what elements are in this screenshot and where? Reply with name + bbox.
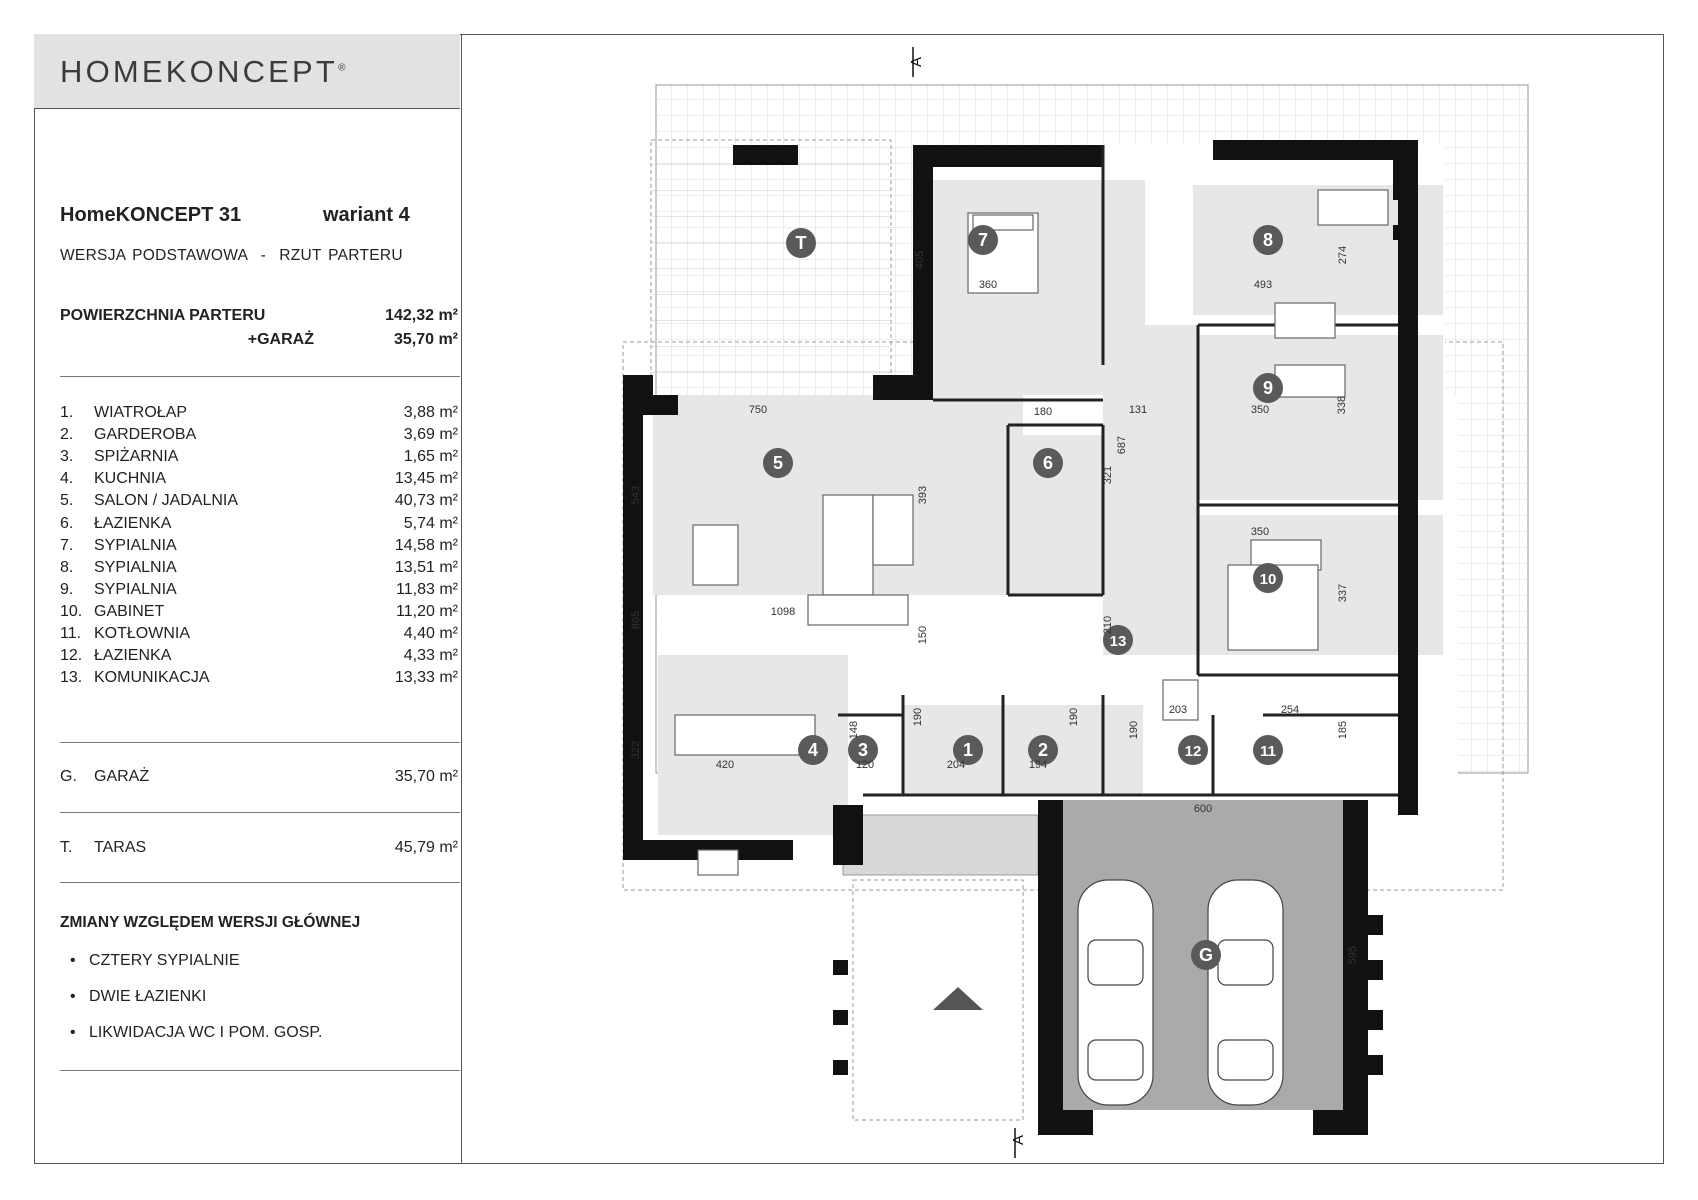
project-name: HomeKONCEPT 31 bbox=[60, 204, 242, 226]
room-area: 1,65 m² bbox=[403, 448, 458, 466]
room-marker-label: 4 bbox=[807, 740, 819, 760]
dimension-label: 360 bbox=[978, 279, 998, 291]
info-sidebar bbox=[34, 34, 462, 1164]
room-number: 10. bbox=[60, 602, 83, 620]
dimension-label: 1098 bbox=[770, 606, 796, 618]
terrace-deck bbox=[651, 140, 891, 400]
room-marker-label: G bbox=[1198, 945, 1214, 965]
dimension-label: 595 bbox=[1347, 945, 1359, 965]
room-number: 12. bbox=[60, 647, 83, 665]
room-marker-label: 12 bbox=[1184, 743, 1202, 760]
section-marker-bottom bbox=[1010, 1128, 1027, 1158]
room-name: ŁAZIENKA bbox=[94, 514, 172, 532]
room-name: GARDEROBA bbox=[94, 426, 197, 444]
dimension-label: 274 bbox=[1337, 245, 1349, 265]
room-marker-label: 1 bbox=[962, 740, 974, 760]
dimension-label: 131 bbox=[1128, 404, 1148, 416]
logo-banner bbox=[34, 34, 460, 109]
divider bbox=[60, 1070, 460, 1071]
room-area: 13,45 m² bbox=[394, 470, 458, 488]
bath6-zone bbox=[1013, 435, 1113, 595]
room-marker-label: 8 bbox=[1262, 230, 1274, 250]
divider bbox=[60, 742, 460, 743]
divider bbox=[60, 376, 460, 377]
dimension-label: 321 bbox=[1102, 465, 1114, 485]
terrace-area: 45,79 m² bbox=[394, 839, 458, 856]
room-name: ŁAZIENKA bbox=[94, 647, 172, 665]
dimension-label: 120 bbox=[855, 759, 875, 771]
dimension-label: 865 bbox=[630, 610, 642, 630]
dimension-label: 210 bbox=[1102, 615, 1114, 635]
terrace-name: TARAS bbox=[94, 839, 147, 856]
garage-area-value: 35,70 m² bbox=[393, 331, 458, 348]
room-marker-label: 9 bbox=[1262, 378, 1274, 398]
room-name: SYPIALNIA bbox=[94, 558, 177, 576]
dimension-label: 180 bbox=[1033, 406, 1053, 418]
driveway bbox=[853, 880, 1023, 1120]
room-number: 3. bbox=[60, 448, 74, 466]
room-area: 13,51 m² bbox=[394, 558, 458, 576]
room-marker-label: 6 bbox=[1042, 453, 1054, 473]
dimension-label: 190 bbox=[912, 707, 924, 727]
dimension-label: 190 bbox=[1128, 720, 1140, 740]
dimension-label: 190 bbox=[1068, 707, 1080, 727]
project-variant: wariant 4 bbox=[323, 204, 410, 226]
room-area: 4,40 m² bbox=[403, 625, 458, 642]
garage-area: 35,70 m² bbox=[394, 768, 458, 785]
room-name: GABINET bbox=[94, 602, 165, 620]
terrace-num: T. bbox=[60, 839, 73, 856]
change-item: • DWIE ŁAZIENKI bbox=[70, 988, 207, 1005]
room-number: 1. bbox=[60, 404, 74, 421]
dimension-label: 600 bbox=[1193, 803, 1213, 815]
dimension-label: 493 bbox=[1253, 279, 1273, 291]
room-marker-label: 7 bbox=[977, 230, 989, 250]
svg-text:A: A bbox=[908, 56, 925, 67]
brand-logo: HOMEKONCEPT® bbox=[60, 54, 346, 89]
dimension-label: 750 bbox=[748, 404, 768, 416]
floor-plan bbox=[463, 35, 1663, 1163]
room-area: 4,33 m² bbox=[403, 647, 458, 665]
room-number: 2. bbox=[60, 426, 74, 444]
room-area: 13,33 m² bbox=[394, 669, 458, 687]
room-marker-label: 10 bbox=[1259, 571, 1277, 588]
room-number: 5. bbox=[60, 492, 74, 510]
change-item: • CZTERY SYPIALNIE bbox=[70, 952, 240, 969]
changes-title: ZMIANY WZGLĘDEM WERSJI GŁÓWNEJ bbox=[60, 914, 361, 931]
room-name: KOTŁOWNIA bbox=[94, 625, 191, 642]
room-area: 5,74 m² bbox=[403, 514, 458, 532]
garage-ramp bbox=[843, 815, 1038, 875]
dimension-label: 405 bbox=[914, 250, 926, 270]
room-area: 11,83 m² bbox=[396, 580, 458, 598]
dimension-label: 420 bbox=[715, 759, 735, 771]
change-item: • LIKWIDACJA WC I POM. GOSP. bbox=[70, 1024, 323, 1041]
dimension-label: 148 bbox=[848, 720, 860, 740]
project-subtitle: WERSJA PODSTAWOWA - RZUT PARTERU bbox=[60, 247, 403, 264]
room-name: KOMUNIKACJA bbox=[94, 669, 210, 687]
divider bbox=[60, 812, 460, 813]
dimension-label: 393 bbox=[917, 485, 929, 505]
dimension-label: 338 bbox=[1336, 395, 1348, 415]
dimension-label: 204 bbox=[946, 759, 966, 771]
garage-num: G. bbox=[60, 768, 77, 785]
room-marker-label: T bbox=[795, 233, 807, 253]
room-marker-label: 3 bbox=[857, 740, 869, 760]
room-area: 3,69 m² bbox=[403, 426, 458, 444]
room-number: 8. bbox=[60, 558, 74, 576]
section-marker-top bbox=[908, 47, 925, 77]
room-area: 11,20 m² bbox=[396, 602, 458, 620]
svg-text:A: A bbox=[1010, 1134, 1027, 1145]
room-name: SALON / JADALNIA bbox=[94, 492, 239, 510]
dimension-label: 350 bbox=[1250, 404, 1270, 416]
room-area: 40,73 m² bbox=[394, 492, 458, 510]
dimension-label: 194 bbox=[1028, 759, 1048, 771]
room-name: SYPIALNIA bbox=[94, 536, 177, 554]
room-marker-label: 5 bbox=[772, 453, 784, 473]
dimension-label: 203 bbox=[1168, 704, 1188, 716]
room-name: KUCHNIA bbox=[94, 470, 167, 488]
room-area: 3,88 m² bbox=[403, 404, 458, 421]
room-number: 7. bbox=[60, 536, 74, 554]
dimension-label: 150 bbox=[917, 625, 929, 645]
dimension-label: 687 bbox=[1116, 435, 1128, 455]
dimension-label: 322 bbox=[630, 740, 642, 760]
ground-area-label: POWIERZCHNIA PARTERU bbox=[60, 307, 266, 324]
dimension-label: 254 bbox=[1280, 704, 1300, 716]
room-marker-label: 13 bbox=[1109, 633, 1127, 650]
garage-area-label: +GARAŻ bbox=[247, 331, 314, 348]
dimension-label: 543 bbox=[630, 485, 642, 505]
ground-area-value: 142,32 m² bbox=[385, 307, 458, 324]
room-marker-label: 2 bbox=[1037, 740, 1049, 760]
entry-arrow bbox=[933, 987, 983, 1010]
dimension-label: 185 bbox=[1337, 720, 1349, 740]
divider bbox=[60, 882, 460, 883]
dimension-label: 337 bbox=[1337, 583, 1349, 603]
room-number: 11. bbox=[60, 625, 82, 642]
room-number: 9. bbox=[60, 580, 74, 598]
room-number: 6. bbox=[60, 514, 74, 532]
room-marker-label: 11 bbox=[1260, 743, 1276, 760]
room-name: WIATROŁAP bbox=[94, 404, 188, 421]
room-number: 4. bbox=[60, 470, 74, 488]
dimension-label: 350 bbox=[1250, 526, 1270, 538]
entry-zone bbox=[903, 705, 1143, 795]
room-name: SYPIALNIA bbox=[94, 580, 177, 598]
room-name: SPIŻARNIA bbox=[94, 448, 179, 466]
room-number: 13. bbox=[60, 669, 83, 687]
room-area: 14,58 m² bbox=[394, 536, 458, 554]
garage-name: GARAŻ bbox=[94, 768, 150, 785]
